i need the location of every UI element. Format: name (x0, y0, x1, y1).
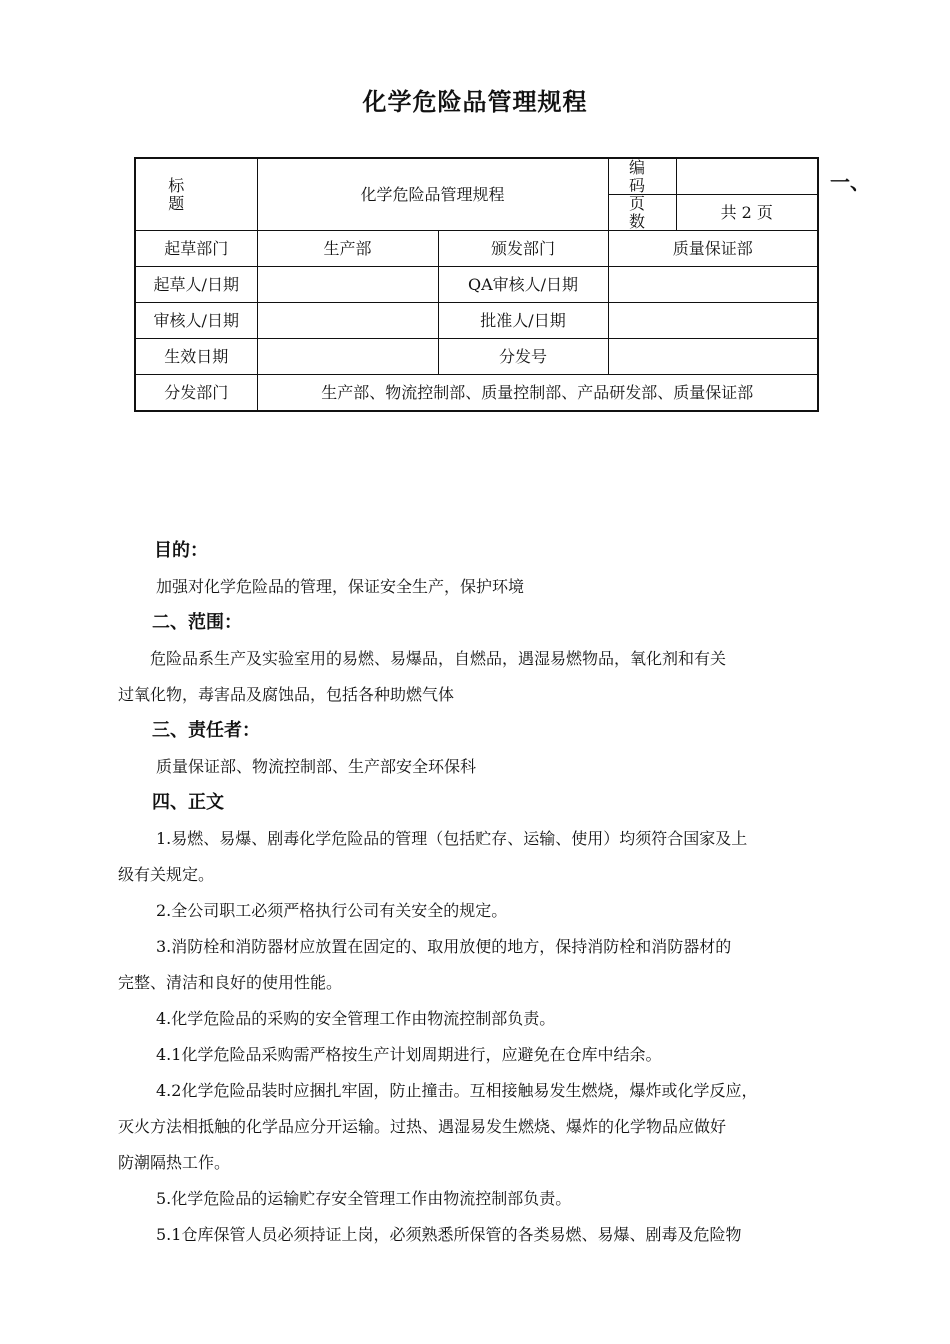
approver-value-cell (608, 303, 818, 339)
title-value-cell: 化学危险品管理规程 (257, 158, 608, 231)
drafter-value-cell (257, 267, 438, 303)
draft-dept-label-cell: 起草部门 (135, 231, 257, 267)
issue-dept-value-cell: 质量保证部 (608, 231, 818, 267)
item-5: 5.化学危险品的运输贮存安全管理工作由物流控制部负责。 (156, 1189, 572, 1208)
qa-reviewer-label-cell: QA审核人/日期 (438, 267, 608, 303)
item-2: 2.全公司职工必须严格执行公司有关安全的规定。 (156, 901, 508, 920)
responsibility-heading: 三、责任者： (152, 720, 260, 741)
scope-text-line-1: 危险品系生产及实验室用的易燃、易爆品，自燃品，遇湿易燃物品，氧化剂和有关 (150, 649, 727, 668)
section-number-mark: 一、 (830, 170, 870, 194)
document-title: 化学危险品管理规程 (362, 88, 588, 116)
item-4-2-line-2: 灭火方法相抵触的化学品应分开运输。过热、遇湿易发生燃烧、爆炸的化学物品应做好 (118, 1117, 727, 1136)
code-label-cell: 编 码 (608, 158, 676, 195)
item-4-2-line-3: 防潮隔热工作。 (118, 1153, 231, 1172)
effective-date-label-cell: 生效日期 (135, 339, 257, 375)
drafter-label-cell: 起草人/日期 (135, 267, 257, 303)
effective-date-value-cell (257, 339, 438, 375)
item-3-line-2: 完整、清洁和良好的使用性能。 (118, 973, 343, 992)
item-1-line-2: 级有关规定。 (118, 865, 215, 884)
pages-label-cell: 页 数 (608, 195, 676, 231)
item-4-2-line-1: 4.2化学危险品装时应捆扎牢固，防止撞击。互相接触易发生燃烧，爆炸或化学反应， (156, 1081, 758, 1100)
draft-dept-value-cell: 生产部 (257, 231, 438, 267)
distribution-number-value-cell (608, 339, 818, 375)
issue-dept-label-cell: 颁发部门 (438, 231, 608, 267)
reviewer-value-cell (257, 303, 438, 339)
item-3-line-1: 3.消防栓和消防器材应放置在固定的、取用放便的地方，保持消防栓和消防器材的 (156, 937, 732, 956)
item-4-1: 4.1化学危险品采购需严格按生产计划周期进行，应避免在仓库中结余。 (156, 1045, 662, 1064)
responsibility-text: 质量保证部、物流控制部、生产部安全环保科 (156, 757, 477, 776)
pages-value-cell: 共 2 页 (676, 195, 818, 231)
body-heading: 四、正文 (152, 792, 224, 813)
scope-text-line-2: 过氧化物，毒害品及腐蚀品，包括各种助燃气体 (118, 685, 455, 704)
distribution-number-label-cell: 分发号 (438, 339, 608, 375)
title-label-cell: 标 题 (135, 158, 257, 231)
reviewer-label-cell: 审核人/日期 (135, 303, 257, 339)
item-4: 4.化学危险品的采购的安全管理工作由物流控制部负责。 (156, 1009, 556, 1028)
distribution-dept-value-cell: 生产部、物流控制部、质量控制部、产品研发部、质量保证部 (257, 375, 818, 411)
document-body (118, 533, 838, 1253)
scope-heading: 二、范围： (152, 612, 242, 633)
approver-label-cell: 批准人/日期 (438, 303, 608, 339)
qa-reviewer-value-cell (608, 267, 818, 303)
document-header-table (134, 157, 819, 412)
distribution-dept-label-cell: 分发部门 (135, 375, 257, 411)
item-1-line-1: 1.易燃、易爆、剧毒化学危险品的管理（包括贮存、运输、使用）均须符合国家及上 (156, 829, 748, 848)
purpose-text: 加强对化学危险品的管理，保证安全生产，保护环境 (156, 577, 525, 596)
code-value-cell (676, 158, 818, 195)
purpose-heading: 目的： (154, 540, 208, 561)
item-5-1: 5.1仓库保管人员必须持证上岗，必须熟悉所保管的各类易燃、易爆、剧毒及危险物 (156, 1225, 742, 1244)
